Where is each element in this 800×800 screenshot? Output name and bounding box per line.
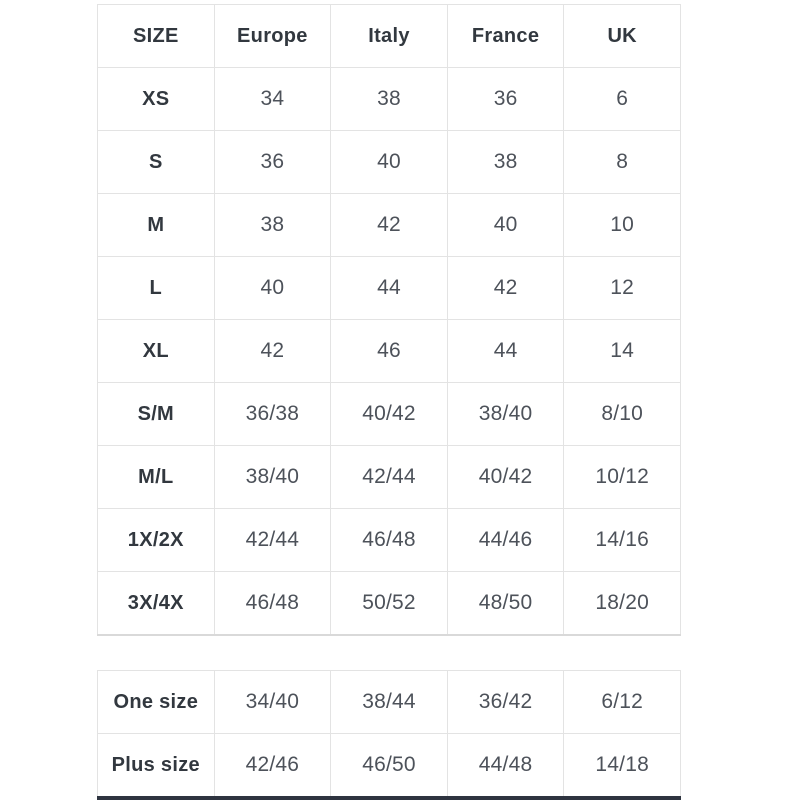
table-row-plus-size xyxy=(98,734,681,798)
value-cell-france: 42 xyxy=(447,257,564,320)
size-label-cell: M/L xyxy=(98,446,215,509)
value-cell-italy: 38 xyxy=(331,68,448,131)
size-conversion-tables xyxy=(97,4,681,798)
value-cell-france: 40/42 xyxy=(447,446,564,509)
value-cell-italy: 40 xyxy=(331,131,448,194)
value-cell-uk: 10 xyxy=(564,194,681,257)
value-cell-europe: 40 xyxy=(214,257,331,320)
size-conversion-table xyxy=(97,4,681,636)
value-cell-europe: 38/40 xyxy=(214,446,331,509)
size-label-cell: Plus size xyxy=(98,734,215,798)
value-cell-uk: 6 xyxy=(564,68,681,131)
value-cell-italy: 50/52 xyxy=(331,572,448,636)
value-cell-europe: 42 xyxy=(214,320,331,383)
size-label-cell: 3X/4X xyxy=(98,572,215,636)
value-cell-uk: 14/18 xyxy=(564,734,681,798)
value-cell-uk: 18/20 xyxy=(564,572,681,636)
column-header-uk: UK xyxy=(564,5,681,68)
value-cell-italy: 46/50 xyxy=(331,734,448,798)
value-cell-france: 44 xyxy=(447,320,564,383)
value-cell-france: 36/42 xyxy=(447,671,564,734)
value-cell-france: 36 xyxy=(447,68,564,131)
value-cell-uk: 6/12 xyxy=(564,671,681,734)
value-cell-europe: 34/40 xyxy=(214,671,331,734)
value-cell-france: 44/46 xyxy=(447,509,564,572)
column-header-europe: Europe xyxy=(214,5,331,68)
value-cell-europe: 36/38 xyxy=(214,383,331,446)
table-row-1x2x xyxy=(98,509,681,572)
table-row-s xyxy=(98,131,681,194)
column-header-italy: Italy xyxy=(331,5,448,68)
table-row-l xyxy=(98,257,681,320)
table-row-xl xyxy=(98,320,681,383)
value-cell-europe: 42/46 xyxy=(214,734,331,798)
value-cell-italy: 40/42 xyxy=(331,383,448,446)
value-cell-uk: 14/16 xyxy=(564,509,681,572)
size-label-cell: XL xyxy=(98,320,215,383)
column-header-france: France xyxy=(447,5,564,68)
bottom-section-edge xyxy=(97,796,681,800)
value-cell-france: 38 xyxy=(447,131,564,194)
value-cell-france: 48/50 xyxy=(447,572,564,636)
value-cell-uk: 14 xyxy=(564,320,681,383)
special-sizes-table xyxy=(97,670,681,798)
value-cell-italy: 42/44 xyxy=(331,446,448,509)
column-header-size: SIZE xyxy=(98,5,215,68)
value-cell-europe: 46/48 xyxy=(214,572,331,636)
value-cell-italy: 38/44 xyxy=(331,671,448,734)
table-row-xs xyxy=(98,68,681,131)
value-cell-italy: 46/48 xyxy=(331,509,448,572)
table-row-one-size xyxy=(98,671,681,734)
value-cell-europe: 42/44 xyxy=(214,509,331,572)
value-cell-france: 40 xyxy=(447,194,564,257)
table-row-sm xyxy=(98,383,681,446)
value-cell-italy: 42 xyxy=(331,194,448,257)
size-label-cell: L xyxy=(98,257,215,320)
value-cell-italy: 44 xyxy=(331,257,448,320)
value-cell-europe: 38 xyxy=(214,194,331,257)
size-label-cell: S/M xyxy=(98,383,215,446)
size-label-cell: One size xyxy=(98,671,215,734)
value-cell-uk: 12 xyxy=(564,257,681,320)
size-label-cell: S xyxy=(98,131,215,194)
value-cell-uk: 8/10 xyxy=(564,383,681,446)
value-cell-europe: 34 xyxy=(214,68,331,131)
value-cell-europe: 36 xyxy=(214,131,331,194)
value-cell-uk: 10/12 xyxy=(564,446,681,509)
value-cell-france: 38/40 xyxy=(447,383,564,446)
value-cell-france: 44/48 xyxy=(447,734,564,798)
size-label-cell: M xyxy=(98,194,215,257)
value-cell-uk: 8 xyxy=(564,131,681,194)
value-cell-italy: 46 xyxy=(331,320,448,383)
size-label-cell: XS xyxy=(98,68,215,131)
table-row-m xyxy=(98,194,681,257)
size-label-cell: 1X/2X xyxy=(98,509,215,572)
table-row-ml xyxy=(98,446,681,509)
table-row-3x4x xyxy=(98,572,681,636)
header-row xyxy=(98,5,681,68)
